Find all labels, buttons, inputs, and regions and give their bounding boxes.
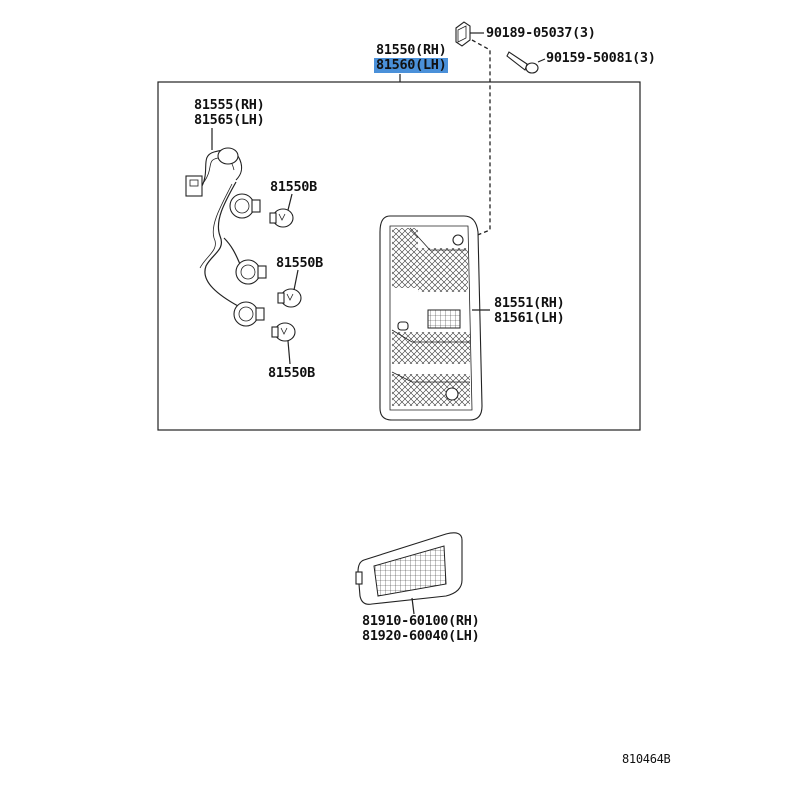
figure-id: 810464B [622, 752, 671, 766]
screw-leader [538, 59, 545, 62]
clip-part-label[interactable]: 90189-05037(3) [486, 25, 596, 41]
assembly-part-rh-label[interactable]: 81550(RH) [376, 42, 447, 58]
tail-lamp-lens-icon[interactable] [380, 216, 482, 420]
reflector-leader [412, 598, 414, 614]
assembly-part-lh-label[interactable]: 81560(LH) [376, 57, 447, 73]
reflector-rh-label[interactable]: 81910-60100(RH) [362, 613, 480, 629]
bulb-1-leader [288, 194, 292, 210]
bulb-3-icon[interactable] [272, 323, 295, 341]
screw-part-label[interactable]: 90159-50081(3) [546, 50, 656, 66]
bulb-1-part-label[interactable]: 81550B [270, 179, 317, 195]
socket-cord-rh-label[interactable]: 81555(RH) [194, 97, 265, 113]
reflector-lh-label[interactable]: 81920-60040(LH) [362, 628, 480, 644]
bulb-3-leader [288, 341, 290, 364]
bulb-2-icon[interactable] [278, 289, 301, 307]
mounting-dashed-line [470, 40, 490, 238]
bulb-2-leader [294, 270, 298, 290]
socket-cord-lh-label[interactable]: 81565(LH) [194, 112, 265, 128]
bulb-1-icon[interactable] [270, 209, 293, 227]
bulb-3-part-label[interactable]: 81550B [268, 365, 315, 381]
clip-icon[interactable] [456, 22, 470, 46]
bulb-2-part-label[interactable]: 81550B [276, 255, 323, 271]
socket-harness-icon[interactable] [186, 128, 266, 326]
lens-rh-label[interactable]: 81551(RH) [494, 295, 565, 311]
screw-icon[interactable] [507, 52, 538, 73]
lens-lh-label[interactable]: 81561(LH) [494, 310, 565, 326]
reflector-icon[interactable] [356, 533, 462, 604]
